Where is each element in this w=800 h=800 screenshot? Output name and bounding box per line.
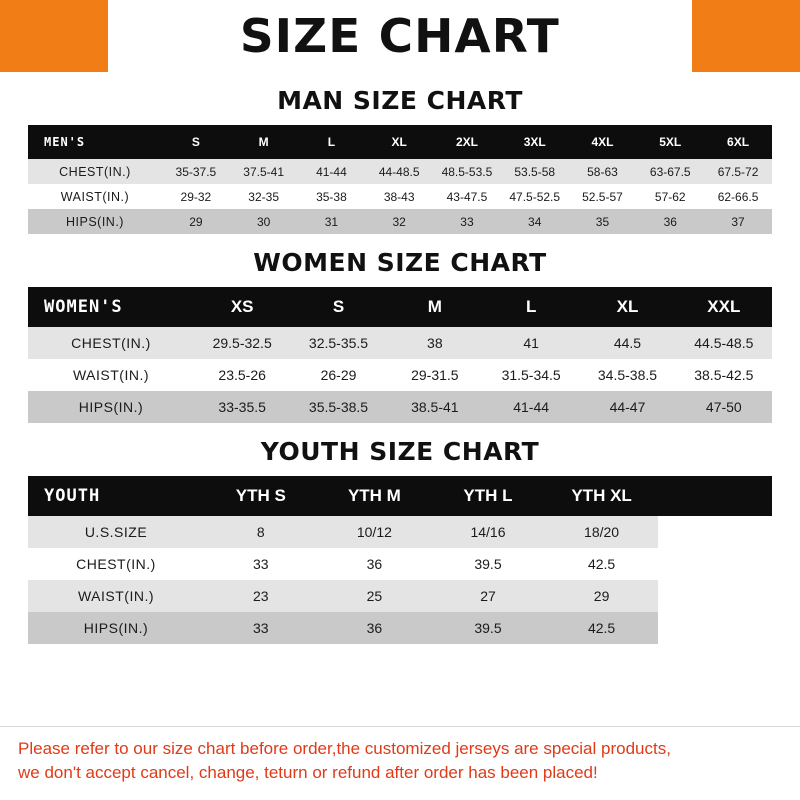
women-chest-l: 41 bbox=[483, 327, 579, 359]
footer-note bbox=[0, 726, 800, 800]
men-header-m: M bbox=[230, 125, 298, 159]
women-header-label: WOMEN'S bbox=[28, 287, 194, 327]
youth-header-yth-xl: YTH XL bbox=[545, 476, 659, 516]
women-chest-xs: 29.5-32.5 bbox=[194, 327, 290, 359]
header-title-plate bbox=[108, 0, 692, 72]
men-table-head bbox=[28, 125, 772, 159]
men-header-label: MEN'S bbox=[28, 125, 162, 159]
section-title-women: WOMEN SIZE CHART bbox=[253, 248, 547, 277]
table-row bbox=[28, 612, 772, 644]
table-row bbox=[28, 391, 772, 423]
youth-waist-m: 25 bbox=[318, 580, 432, 612]
footer-line-1: Please refer to our size chart before order,the customized jerseys are special products, bbox=[18, 738, 671, 758]
men-row-label-waist: WAIST(IN.) bbox=[28, 184, 162, 209]
youth-header-yth-s: YTH S bbox=[204, 476, 318, 516]
youth-us-size-m: 10/12 bbox=[318, 516, 432, 548]
men-size-table bbox=[28, 125, 772, 234]
section-man bbox=[0, 72, 800, 234]
women-hips-xxl: 47-50 bbox=[676, 391, 772, 423]
table-row bbox=[28, 209, 772, 234]
youth-row-label-waist: WAIST(IN.) bbox=[28, 580, 204, 612]
men-header-3xl: 3XL bbox=[501, 125, 569, 159]
table-row bbox=[28, 327, 772, 359]
men-header-xl: XL bbox=[365, 125, 433, 159]
men-waist-l: 35-38 bbox=[298, 184, 366, 209]
women-waist-s: 26-29 bbox=[290, 359, 386, 391]
youth-waist-blank bbox=[658, 580, 772, 612]
table-row bbox=[28, 159, 772, 184]
men-hips-s: 29 bbox=[162, 209, 230, 234]
youth-size-table bbox=[28, 476, 772, 644]
women-waist-xs: 23.5-26 bbox=[194, 359, 290, 391]
men-row-label-chest: CHEST(IN.) bbox=[28, 159, 162, 184]
youth-row-label-hips: HIPS(IN.) bbox=[28, 612, 204, 644]
youth-row-label-chest: CHEST(IN.) bbox=[28, 548, 204, 580]
youth-hips-xl: 42.5 bbox=[545, 612, 659, 644]
men-waist-5xl: 57-62 bbox=[636, 184, 704, 209]
women-row-label-waist: WAIST(IN.) bbox=[28, 359, 194, 391]
youth-hips-m: 36 bbox=[318, 612, 432, 644]
youth-chest-m: 36 bbox=[318, 548, 432, 580]
men-waist-4xl: 52.5-57 bbox=[569, 184, 637, 209]
table-header-row bbox=[28, 476, 772, 516]
men-hips-xl: 32 bbox=[365, 209, 433, 234]
men-header-5xl: 5XL bbox=[636, 125, 704, 159]
page-title: SIZE CHART bbox=[240, 9, 560, 63]
women-row-label-hips: HIPS(IN.) bbox=[28, 391, 194, 423]
women-table-body bbox=[28, 327, 772, 423]
men-hips-4xl: 35 bbox=[569, 209, 637, 234]
table-row bbox=[28, 184, 772, 209]
men-chest-6xl: 67.5-72 bbox=[704, 159, 772, 184]
men-header-2xl: 2XL bbox=[433, 125, 501, 159]
men-table-body bbox=[28, 159, 772, 234]
men-chest-s: 35-37.5 bbox=[162, 159, 230, 184]
youth-header-label: YOUTH bbox=[28, 476, 204, 516]
header-band bbox=[0, 0, 800, 72]
youth-us-size-xl: 18/20 bbox=[545, 516, 659, 548]
men-chest-l: 41-44 bbox=[298, 159, 366, 184]
men-hips-5xl: 36 bbox=[636, 209, 704, 234]
men-hips-3xl: 34 bbox=[501, 209, 569, 234]
men-hips-l: 31 bbox=[298, 209, 366, 234]
women-waist-xxl: 38.5-42.5 bbox=[676, 359, 772, 391]
men-waist-xl: 38-43 bbox=[365, 184, 433, 209]
youth-us-size-blank bbox=[658, 516, 772, 548]
footer-line-2: we don't accept cancel, change, teturn or refund after order has been placed! bbox=[18, 763, 598, 783]
table-row bbox=[28, 548, 772, 580]
men-waist-3xl: 47.5-52.5 bbox=[501, 184, 569, 209]
women-waist-xl: 34.5-38.5 bbox=[579, 359, 675, 391]
men-header-l: L bbox=[298, 125, 366, 159]
men-waist-m: 32-35 bbox=[230, 184, 298, 209]
men-hips-2xl: 33 bbox=[433, 209, 501, 234]
men-header-s: S bbox=[162, 125, 230, 159]
table-row bbox=[28, 359, 772, 391]
women-table-head bbox=[28, 287, 772, 327]
men-chest-3xl: 53.5-58 bbox=[501, 159, 569, 184]
men-hips-6xl: 37 bbox=[704, 209, 772, 234]
table-header-row bbox=[28, 125, 772, 159]
women-hips-l: 41-44 bbox=[483, 391, 579, 423]
women-size-table bbox=[28, 287, 772, 423]
youth-chest-xl: 42.5 bbox=[545, 548, 659, 580]
youth-us-size-s: 8 bbox=[204, 516, 318, 548]
men-chest-xl: 44-48.5 bbox=[365, 159, 433, 184]
section-women bbox=[0, 234, 800, 423]
youth-waist-l: 27 bbox=[431, 580, 545, 612]
men-chest-m: 37.5-41 bbox=[230, 159, 298, 184]
section-title-man: MAN SIZE CHART bbox=[277, 86, 523, 115]
men-waist-2xl: 43-47.5 bbox=[433, 184, 501, 209]
youth-table-head bbox=[28, 476, 772, 516]
youth-hips-blank bbox=[658, 612, 772, 644]
women-header-xs: XS bbox=[194, 287, 290, 327]
table-row bbox=[28, 580, 772, 612]
men-chest-5xl: 63-67.5 bbox=[636, 159, 704, 184]
section-title-youth: YOUTH SIZE CHART bbox=[260, 437, 540, 466]
women-chest-xxl: 44.5-48.5 bbox=[676, 327, 772, 359]
youth-header-blank bbox=[658, 476, 772, 516]
women-header-xxl: XXL bbox=[676, 287, 772, 327]
table-header-row bbox=[28, 287, 772, 327]
youth-chest-blank bbox=[658, 548, 772, 580]
youth-table-body bbox=[28, 516, 772, 644]
section-youth bbox=[0, 423, 800, 644]
table-row bbox=[28, 516, 772, 548]
men-header-6xl: 6XL bbox=[704, 125, 772, 159]
women-header-s: S bbox=[290, 287, 386, 327]
women-waist-m: 29-31.5 bbox=[387, 359, 483, 391]
youth-us-size-l: 14/16 bbox=[431, 516, 545, 548]
men-header-4xl: 4XL bbox=[569, 125, 637, 159]
women-chest-s: 32.5-35.5 bbox=[290, 327, 386, 359]
women-waist-l: 31.5-34.5 bbox=[483, 359, 579, 391]
men-chest-2xl: 48.5-53.5 bbox=[433, 159, 501, 184]
women-header-l: L bbox=[483, 287, 579, 327]
youth-header-yth-m: YTH M bbox=[318, 476, 432, 516]
youth-waist-s: 23 bbox=[204, 580, 318, 612]
women-header-m: M bbox=[387, 287, 483, 327]
youth-chest-s: 33 bbox=[204, 548, 318, 580]
men-waist-6xl: 62-66.5 bbox=[704, 184, 772, 209]
youth-chest-l: 39.5 bbox=[431, 548, 545, 580]
women-hips-xl: 44-47 bbox=[579, 391, 675, 423]
women-chest-xl: 44.5 bbox=[579, 327, 675, 359]
men-row-label-hips: HIPS(IN.) bbox=[28, 209, 162, 234]
women-hips-s: 35.5-38.5 bbox=[290, 391, 386, 423]
youth-hips-s: 33 bbox=[204, 612, 318, 644]
women-chest-m: 38 bbox=[387, 327, 483, 359]
men-hips-m: 30 bbox=[230, 209, 298, 234]
youth-hips-l: 39.5 bbox=[431, 612, 545, 644]
women-header-xl: XL bbox=[579, 287, 675, 327]
youth-row-label-us-size: U.S.SIZE bbox=[28, 516, 204, 548]
women-row-label-chest: CHEST(IN.) bbox=[28, 327, 194, 359]
women-hips-m: 38.5-41 bbox=[387, 391, 483, 423]
men-waist-s: 29-32 bbox=[162, 184, 230, 209]
youth-header-yth-l: YTH L bbox=[431, 476, 545, 516]
women-hips-xs: 33-35.5 bbox=[194, 391, 290, 423]
men-chest-4xl: 58-63 bbox=[569, 159, 637, 184]
youth-waist-xl: 29 bbox=[545, 580, 659, 612]
